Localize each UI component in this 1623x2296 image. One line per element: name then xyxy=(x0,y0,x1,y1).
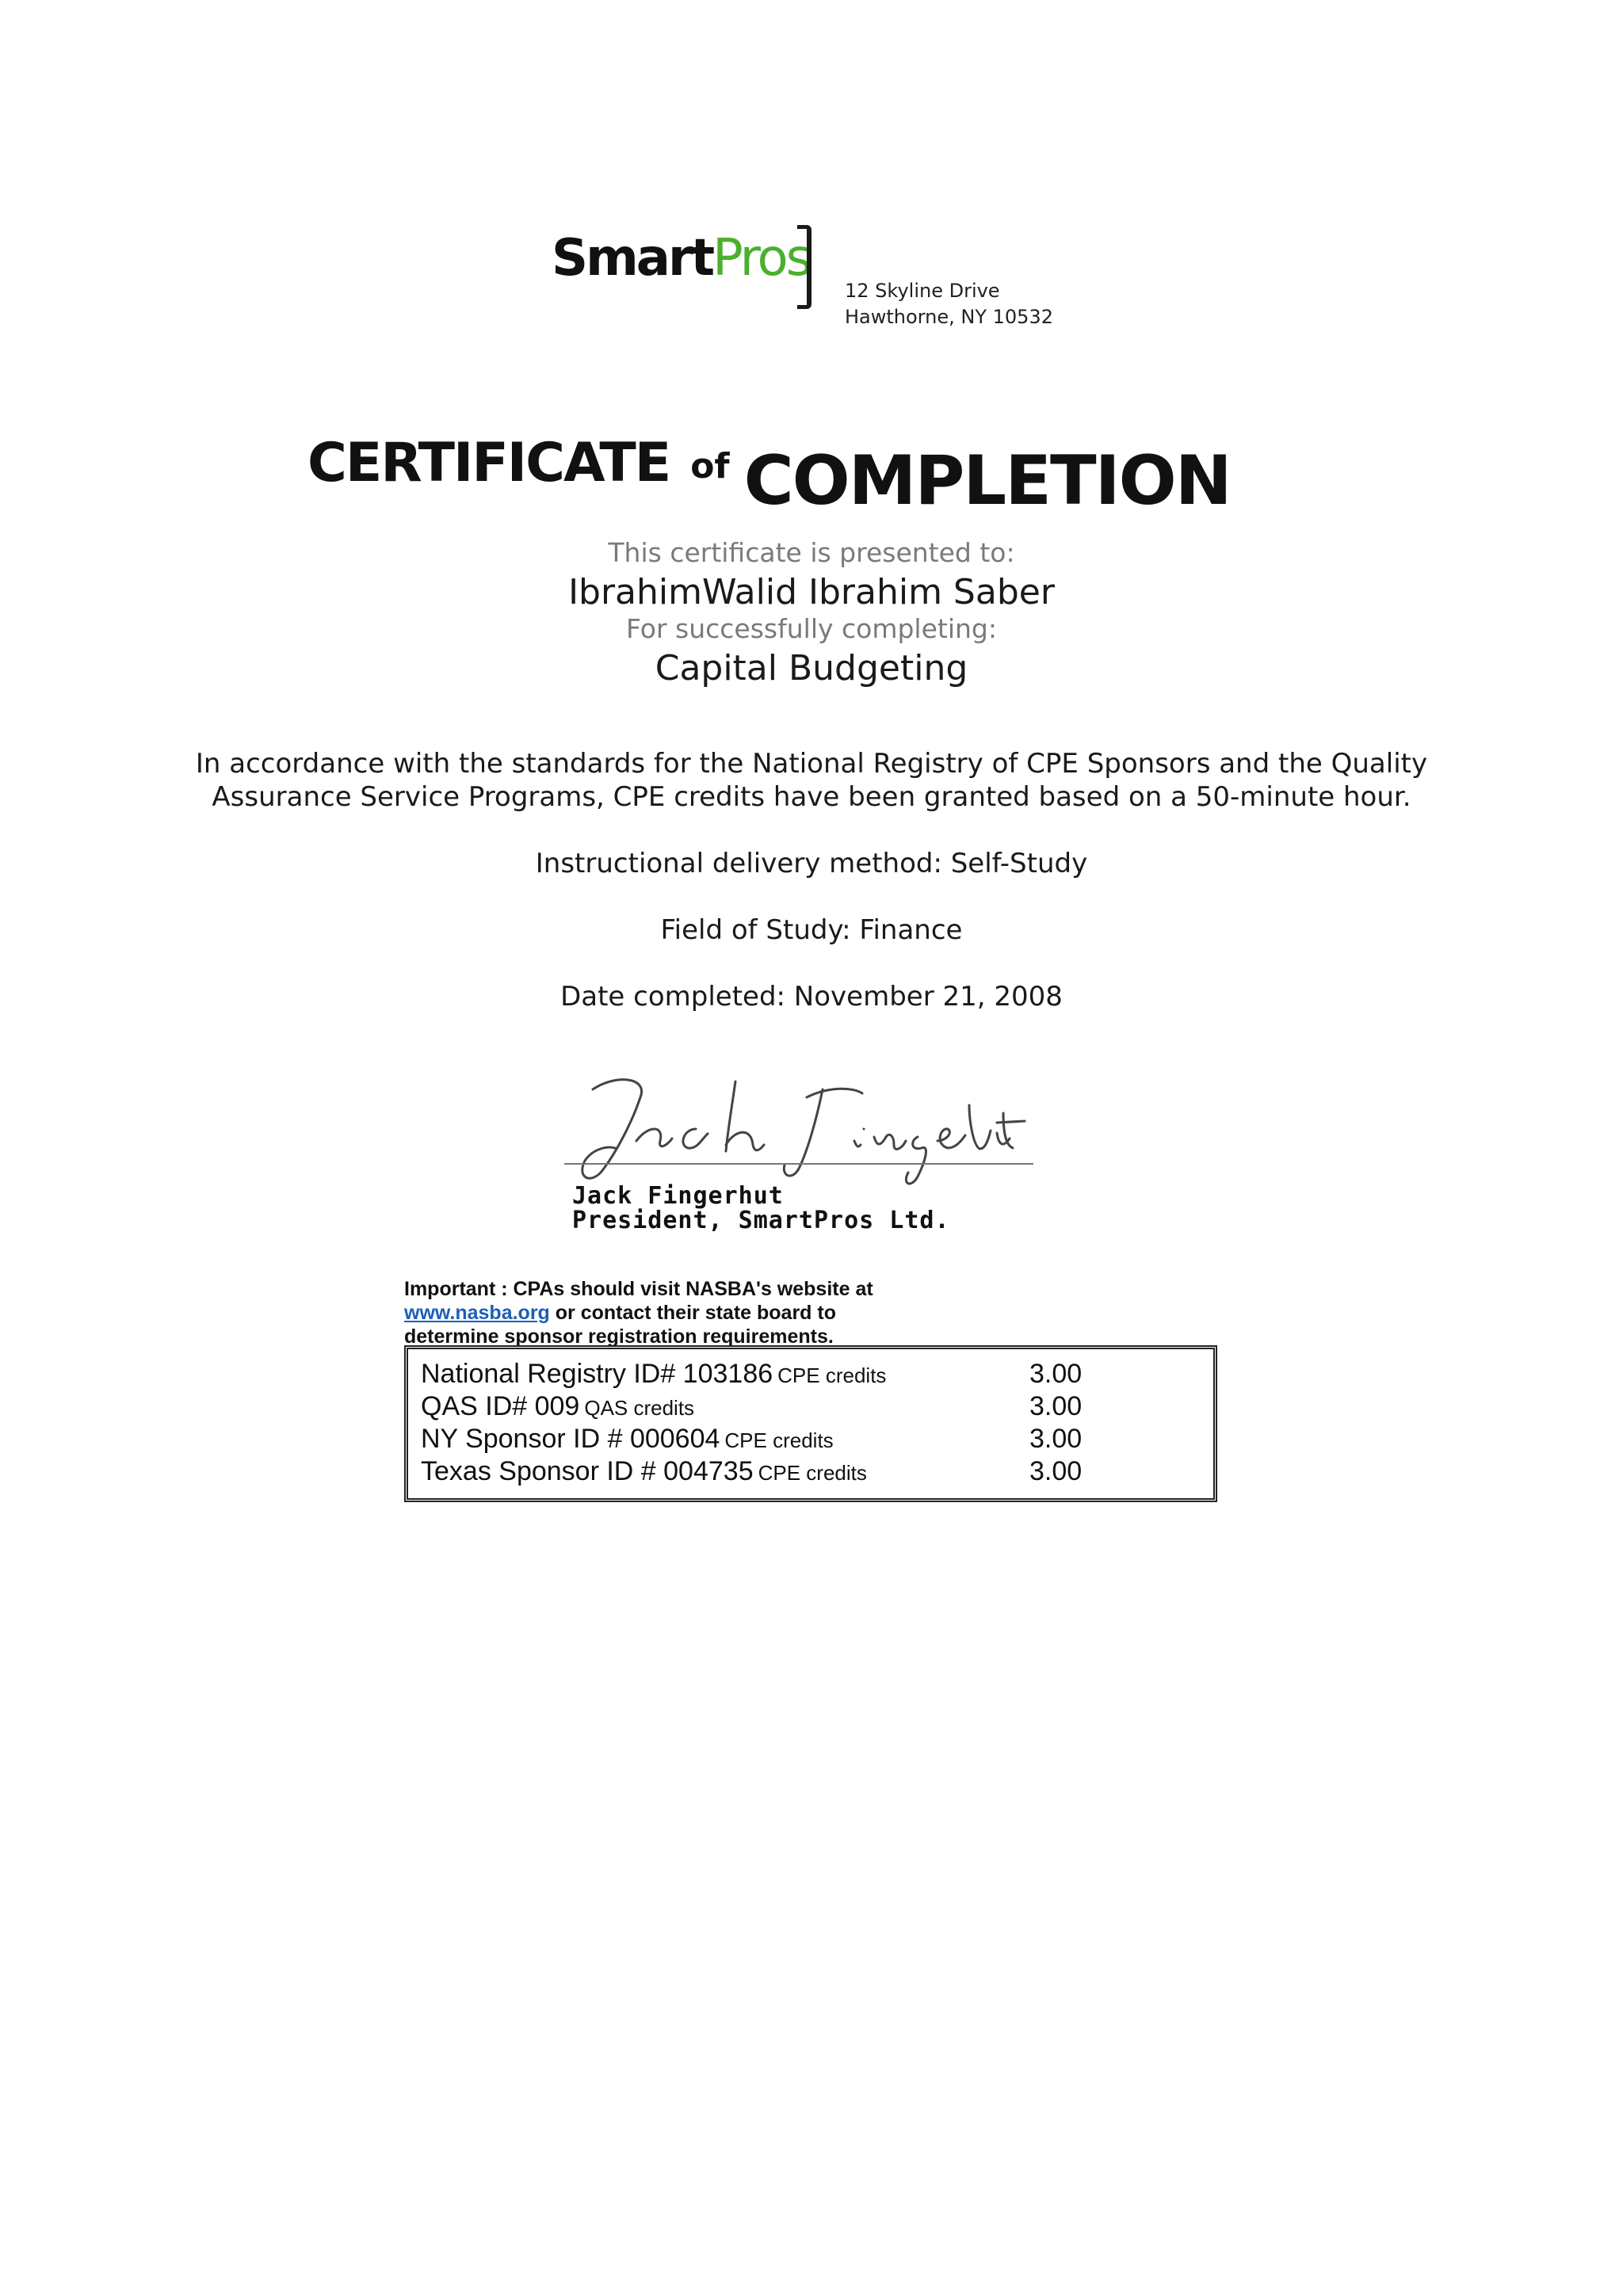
completing-label: For successfully completing: xyxy=(625,613,997,644)
heading-of: of xyxy=(690,446,730,486)
heading-completion: COMPLETION xyxy=(743,441,1231,521)
credit-value: 3.00 xyxy=(1029,1359,1083,1389)
credit-row xyxy=(421,1359,1205,1390)
important-note xyxy=(404,1277,959,1348)
important-line-2-suffix: or contact their state board to xyxy=(549,1302,836,1324)
heading-certificate: CERTIFICATE xyxy=(307,432,670,494)
credit-unit: CPE credits xyxy=(724,1428,834,1452)
credit-value: 3.00 xyxy=(1029,1424,1083,1454)
credit-row xyxy=(421,1424,1205,1455)
important-line-1: Important : CPAs should visit NASBA's website at xyxy=(404,1278,873,1300)
course-title: Capital Budgeting xyxy=(655,648,968,688)
smartpros-logo xyxy=(547,223,816,309)
delivery-method: Instructional delivery method: Self-Study xyxy=(535,848,1088,879)
credit-value: 3.00 xyxy=(1029,1456,1083,1486)
logo-pros-text: Pros xyxy=(712,229,810,288)
important-line-3: determine sponsor registration requirements. xyxy=(404,1325,834,1348)
credit-value: 3.00 xyxy=(1029,1391,1083,1421)
credit-label: QAS ID# 009 xyxy=(421,1391,580,1421)
credit-label: NY Sponsor ID # 000604 xyxy=(421,1424,720,1454)
logo-bracket-icon xyxy=(797,225,812,309)
standards-line-1: In accordance with the standards for the National Registry of CPE Sponsors and the Quality xyxy=(195,748,1428,780)
recipient-name: IbrahimWalid Ibrahim Saber xyxy=(568,572,1055,612)
credit-label: Texas Sponsor ID # 004735 xyxy=(421,1456,754,1486)
signature-line xyxy=(564,1163,1033,1165)
handwritten-signature xyxy=(569,1066,1037,1200)
credit-label: National Registry ID# 103186 xyxy=(421,1359,773,1389)
credit-unit: CPE credits xyxy=(777,1363,887,1387)
credits-table xyxy=(404,1345,1217,1502)
presented-to-label: This certificate is presented to: xyxy=(608,537,1015,568)
credit-unit: QAS credits xyxy=(584,1396,695,1420)
date-completed: Date completed: November 21, 2008 xyxy=(560,981,1063,1013)
logo-smart-text: Smart xyxy=(552,229,713,288)
logo-wordmark xyxy=(552,229,810,288)
nasba-link[interactable]: www.nasba.org xyxy=(404,1302,550,1324)
important-line-2 xyxy=(404,1301,959,1325)
address-line-1: 12 Skyline Drive xyxy=(845,280,1000,302)
address-line-2: Hawthorne, NY 10532 xyxy=(845,306,1053,328)
standards-line-2: Assurance Service Programs, CPE credits have been granted based on a 50-minute hour. xyxy=(212,781,1411,813)
certificate-heading xyxy=(307,432,1231,521)
credit-row xyxy=(421,1391,1205,1423)
signer-name: Jack Fingerhut xyxy=(572,1182,784,1210)
credit-unit: CPE credits xyxy=(758,1461,867,1485)
credit-row xyxy=(421,1456,1205,1488)
signer-title: President, SmartPros Ltd. xyxy=(572,1207,950,1234)
field-of-study: Field of Study: Finance xyxy=(660,914,963,946)
